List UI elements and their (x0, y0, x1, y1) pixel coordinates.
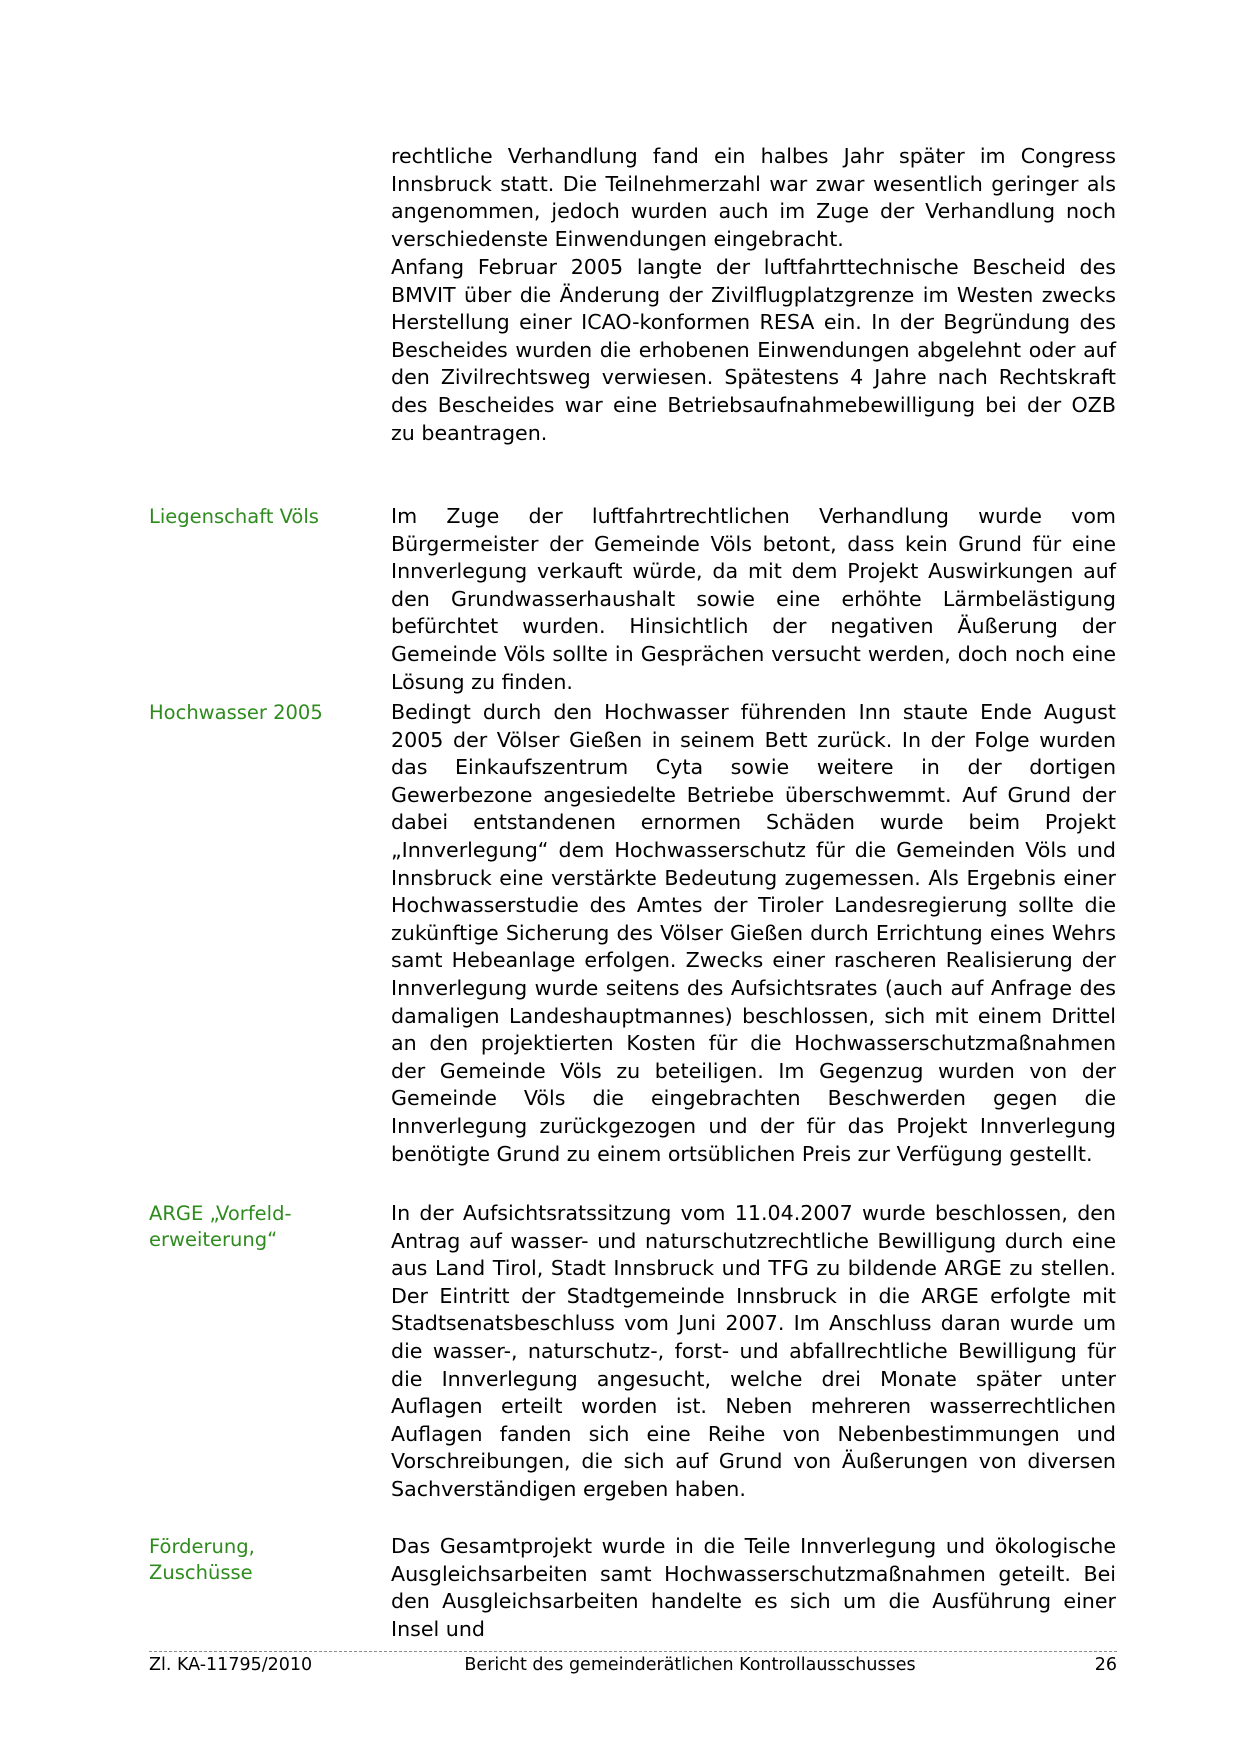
body-paragraph: Im Zuge der luftfahrtrechtlichen Verhandlung wurde vom Bürgermeister der Gemeinde Völs betont, dass kein Grund für eine Innverlegung verkauft würde, da mit dem Projekt Auswirkungen auf den Grundwasserhaushalt sowie eine erhöhte Lärmbelästigung befürchtet wurden. Hinsichtlich der negativen Äußerung der Gemeinde Völs sollte in Gesprächen versucht werden, doch noch eine Lösung zu finden. (391, 504, 1116, 694)
margin-note-arge-line2: erweiterung“ (149, 1228, 278, 1251)
margin-note-arge-line1: ARGE „Vorfeld- (149, 1202, 292, 1225)
footer-reference: Zl. KA-11795/2010 (149, 1655, 313, 1675)
footer-page-number: 26 (1094, 1655, 1117, 1675)
body-paragraph: Das Gesamtprojekt wurde in die Teile Innverlegung und ökologische Ausgleichsarbeiten samt Hochwasserschutzmaßnahmen geteilt. Bei den Ausgleichsarbeiten handelte es sich um die Ausführung einer Insel und (391, 1534, 1116, 1641)
body-paragraph: Bedingt durch den Hochwasser führenden Inn staute Ende August 2005 der Völser Gießen in seinem Bett zurück. In der Folge wurden das Einkaufszentrum Cyta sowie weitere in der dortigen Gewerbezone angesiedelte Betriebe überschwemmt. Auf Grund der dabei entstandenen ernormen Schäden wurde beim Projekt „Innverlegung“ dem Hochwasserschutz für die Gemeinden Völs und Innsbruck eine verstärkte Bedeutung zugemessen. Als Ergebnis einer Hochwasserstudie des Amtes der Tiroler Landesregierung sollte die zukünftige Sicherung des Völser Gießen durch Errichtung eines Wehrs samt Hebeanlage erfolgen. Zwecks einer rascheren Realisierung der Innverlegung wurde seitens des Aufsichtsrates (auch auf Anfrage des damaligen Landeshauptmannes) beschlossen, sich mit einem Drittel an den projektierten Kosten für die Hochwasserschutzmaßnahmen der Gemeinde Völs zu beteiligen. Im Gegenzug wurden von der Gemeinde Völs die eingebrachten Beschwerden gegen die Innverlegung zurückgezogen und der für das Projekt Innverlegung benötigte Grund zu einem ortsüblichen Preis zur Verfügung gestellt. (391, 700, 1116, 1166)
body-paragraph: rechtliche Verhandlung fand ein halbes Jahr später im Congress Innsbruck statt. Die Teilnehmerzahl war zwar wesentlich geringer als angenommen, jedoch wurden auch im Zuge der Verhandlung noch verschiedenste Einwendungen eingebracht. (391, 144, 1116, 251)
footer-report-title: Bericht des gemeinderätlichen Kontrollausschusses (464, 1655, 916, 1675)
footer-rule (149, 1651, 1117, 1652)
body-paragraph: Anfang Februar 2005 langte der luftfahrttechnische Bescheid des BMVIT über die Änderung der Zivilflugplatzgrenze im Westen zwecks Herstellung einer ICAO-konformen RESA ein. In der Begründung des Bescheides wurden die erhobenen Einwendungen abgelehnt oder auf den Zivilrechtsweg verwiesen. Spätestens 4 Jahre nach Rechtskraft des Bescheides war eine Betriebsaufnahmebewilligung bei der OZB zu beantragen. (391, 255, 1116, 445)
margin-note-liegenschaft: Liegenschaft Völs (149, 505, 319, 528)
margin-note-arge (149, 1201, 359, 1253)
margin-note-hochwasser: Hochwasser 2005 (149, 701, 323, 724)
body-paragraph: In der Aufsichtsratssitzung vom 11.04.2007 wurde beschlossen, den Antrag auf wasser- und naturschutzrechtliche Bewilligung durch eine aus Land Tirol, Stadt Innsbruck und TFG zu bildende ARGE zu stellen. Der Eintritt der Stadtgemeinde Innsbruck in die ARGE erfolgte mit Stadtsenatsbeschluss vom Juni 2007. Im Anschluss daran wurde um die wasser-, naturschutz-, forst- und abfallrechtliche Bewilligung für die Innverlegung angesucht, welche drei Monate später unter Auflagen erteilt worden ist. Neben mehreren wasserrechtlichen Auflagen fanden sich eine Reihe von Nebenbestimmungen und Vorschreibungen, die sich auf Grund von Äußerungen von diversen Sachverständigen ergeben haben. (391, 1201, 1116, 1501)
margin-note-foerderung: Förderung, Zuschüsse (149, 1535, 255, 1584)
